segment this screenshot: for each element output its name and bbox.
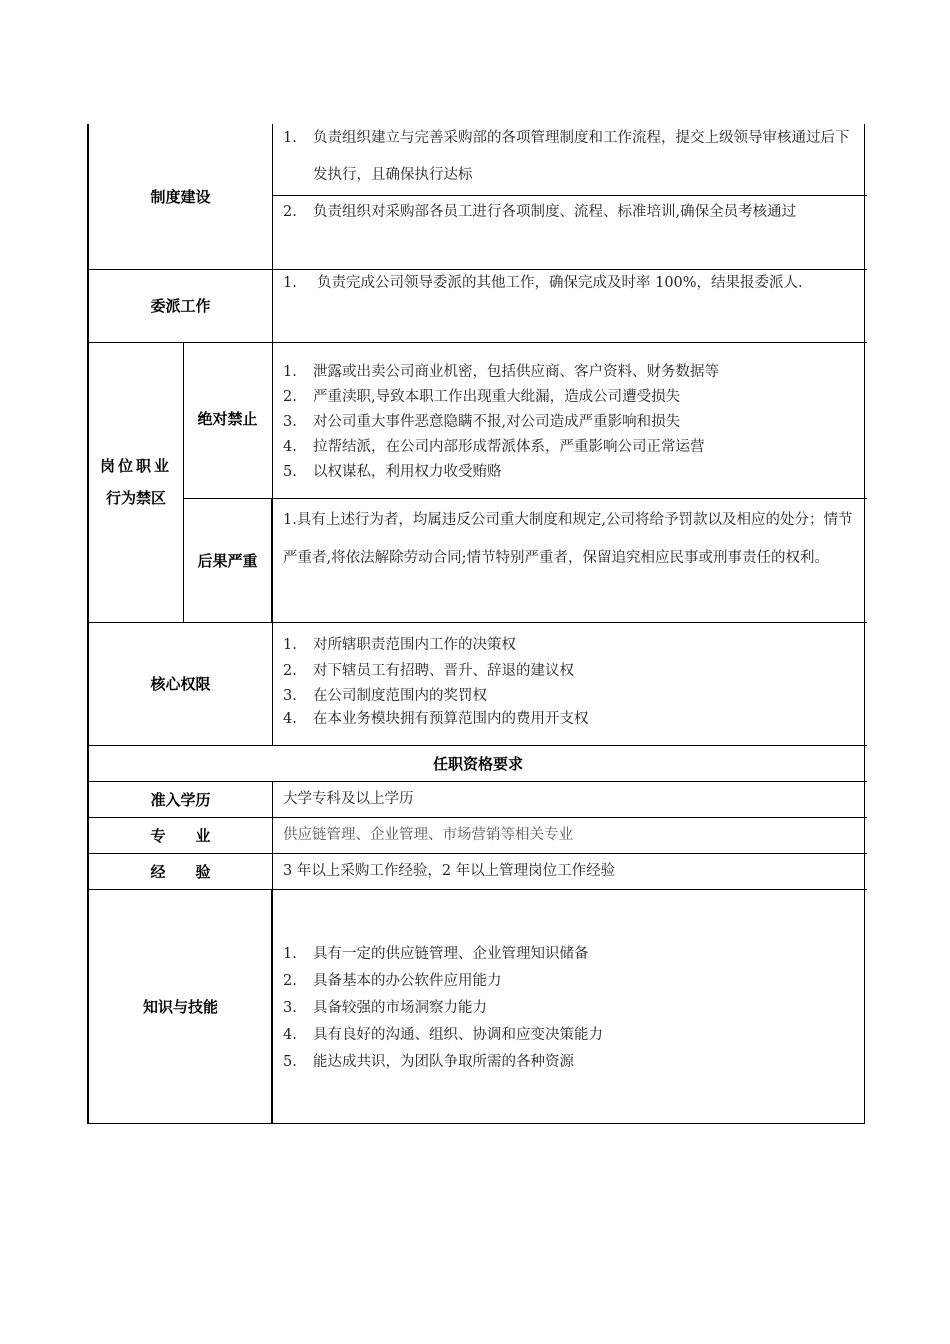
system-label: 制度建设 xyxy=(150,188,211,206)
assigned-item-1 xyxy=(283,265,861,302)
experience-value: 3 年以上采购工作经验，2 年以上管理岗位工作经验 xyxy=(283,863,616,879)
item-text: 具备基本的办公软件应用能力 xyxy=(313,973,502,989)
item-text: 负责组织对采购部各员工进行各项制度、流程、标准培训,确保全员考核通过 xyxy=(313,204,797,220)
major-label: 专 业 xyxy=(150,826,211,845)
item-number: 3. xyxy=(283,1000,297,1016)
item-text: 对公司重大事件恶意隐瞒不报,对公司造成严重影响和损失 xyxy=(313,414,681,430)
item-number: 4. xyxy=(283,711,297,727)
list-item xyxy=(283,410,861,435)
absolute-list xyxy=(283,360,861,485)
item-number: 4. xyxy=(283,1027,297,1043)
item-text: 具有良好的沟通、组织、协调和应变决策能力 xyxy=(313,1027,603,1043)
item-number: 5. xyxy=(283,1054,297,1070)
list-item xyxy=(283,941,861,968)
list-item xyxy=(283,460,861,485)
item-text: 严重渎职,导致本职工作出现重大纰漏，造成公司遭受损失 xyxy=(313,389,681,405)
assigned-label: 委派工作 xyxy=(150,297,211,315)
item-text: 具有一定的供应链管理、企业管理知识储备 xyxy=(313,946,589,962)
item-number: 1. xyxy=(283,637,297,653)
education-label: 准入学历 xyxy=(150,790,211,809)
item-number: 3. xyxy=(283,414,297,430)
list-item xyxy=(283,968,861,995)
item-number: 5. xyxy=(283,464,297,480)
item-text: 拉帮结派，在公司内部形成帮派体系，严重影响公司正常运营 xyxy=(313,439,705,455)
forbidden-label-line1: 岗位职业 xyxy=(99,457,172,475)
list-item xyxy=(283,1049,861,1076)
job-description-table xyxy=(87,124,865,1124)
item-text: 泄露或出卖公司商业机密，包括供应商、客户资料、财务数据等 xyxy=(313,364,719,380)
major-value: 供应链管理、企业管理、市场营销等相关专业 xyxy=(283,827,573,843)
item-number: 1. xyxy=(283,130,297,146)
item-text: 在本业务模块拥有预算范围内的费用开支权 xyxy=(313,711,589,727)
item-text: 对所辖职责范围内工作的决策权 xyxy=(313,637,516,653)
column-divider xyxy=(272,781,273,889)
row-divider xyxy=(183,498,867,499)
forbidden-label-line2: 行为禁区 xyxy=(105,489,166,507)
consequence-text: 1.具有上述行为者，均属违反公司重大制度和规定,公司将给予罚款以及相应的处分；情节严重者,将依法解除劳动合同;情节特别严重者，保留追究相应民事或刑事责任的权利。 xyxy=(283,512,853,566)
item-number: 2. xyxy=(283,204,297,220)
item-number: 1. xyxy=(283,275,297,291)
item-text: 负责完成公司领导委派的其他工作，确保完成及时率 100%，结果报委派人. xyxy=(317,275,803,291)
item-number: 2. xyxy=(283,973,297,989)
column-divider xyxy=(272,124,273,745)
list-item xyxy=(283,684,861,708)
list-item xyxy=(283,995,861,1022)
item-number: 1. xyxy=(283,364,297,380)
item-number: 2. xyxy=(283,389,297,405)
system-item-2 xyxy=(283,194,861,231)
education-value: 大学专科及以上学历 xyxy=(283,791,414,807)
item-text: 在公司制度范围内的奖罚权 xyxy=(313,688,487,704)
item-number: 4. xyxy=(283,439,297,455)
system-item-1 xyxy=(283,120,861,194)
item-text: 具备较强的市场洞察力能力 xyxy=(313,1000,487,1016)
absolute-label: 绝对禁止 xyxy=(197,410,258,428)
item-number: 1. xyxy=(283,946,297,962)
list-item xyxy=(283,658,861,684)
qualification-header: 任职资格要求 xyxy=(432,754,523,773)
list-item xyxy=(283,632,861,658)
item-text: 负责组织建立与完善采购部的各项管理制度和工作流程，提交上级领导审核通过后下发执行，且确保执行达标 xyxy=(313,130,850,183)
authority-list xyxy=(283,632,861,730)
list-item xyxy=(283,435,861,460)
item-number: 2. xyxy=(283,663,297,679)
forbidden-label xyxy=(89,342,183,622)
list-item xyxy=(283,708,861,730)
list-item xyxy=(283,1022,861,1049)
skills-label: 知识与技能 xyxy=(142,998,218,1016)
item-text: 对下辖员工有招聘、晋升、辞退的建议权 xyxy=(313,663,574,679)
consequence-label: 后果严重 xyxy=(197,551,258,570)
item-text: 以权谋私，利用权力收受贿赂 xyxy=(313,464,502,480)
list-item xyxy=(283,360,861,385)
item-text: 能达成共识，为团队争取所需的各种资源 xyxy=(313,1054,574,1070)
authority-label: 核心权限 xyxy=(150,675,211,693)
list-item xyxy=(283,385,861,410)
skills-list xyxy=(283,941,861,1076)
experience-label: 经 验 xyxy=(150,862,211,881)
item-number: 3. xyxy=(283,688,297,704)
